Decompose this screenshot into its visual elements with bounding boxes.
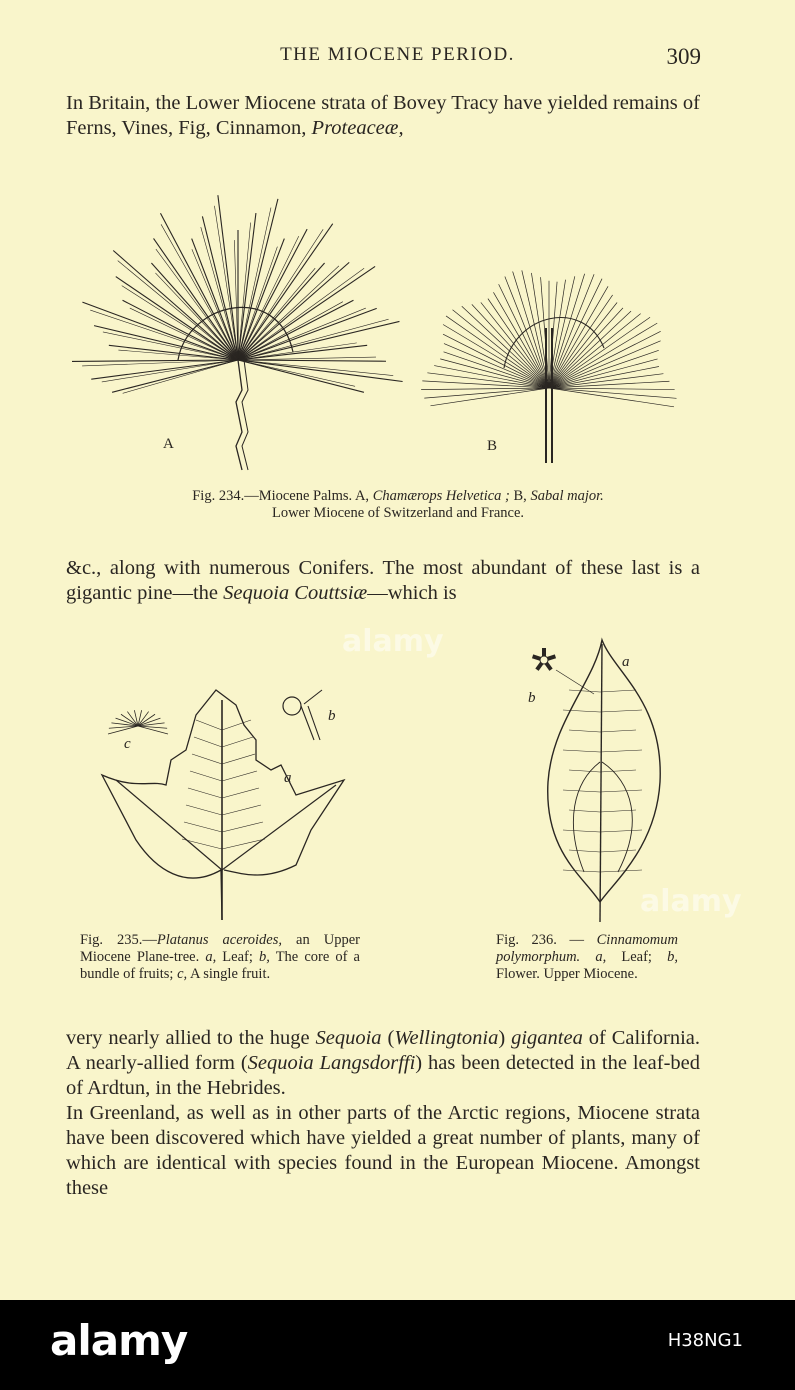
paragraph-3-italic: Sequoia: [315, 1027, 382, 1049]
fig236-label-a: a: [622, 654, 630, 670]
paragraph-3-text: of California. A nearly-allied form (: [66, 1027, 700, 1074]
page-number: 309: [666, 44, 701, 69]
paragraph-3-text: (: [381, 1027, 395, 1049]
running-head: [0, 42, 795, 72]
paragraph-4: In Greenland, as well as in other parts of the Arctic regions, Miocene strata have been discovered which have yielded a great number of plants, many of which are identical with species found in the European Miocene. Amongst these: [66, 1102, 700, 1199]
caption-species: Cinnamomum polymorphum.: [496, 932, 678, 965]
paragraph-1: [66, 91, 700, 141]
plane-tree-illustration: [96, 670, 356, 930]
caption-text: The core of a bundle of fruits;: [80, 949, 360, 982]
paragraph-3-italic: Wellingtonia: [394, 1027, 499, 1049]
fig234-caption: [118, 488, 678, 522]
palm-b-illustration: [424, 198, 694, 488]
caption-species: Platanus aceroides,: [156, 932, 282, 948]
paragraph-3-text: ) has been detected in the leaf-bed of Ardtun, in the Hebrides.: [66, 1052, 700, 1099]
watermark: alamy: [342, 624, 444, 659]
caption-text: A single fruit.: [187, 966, 271, 982]
caption-text: Flower. Upper Miocene.: [496, 966, 638, 982]
chapter-title: THE MIOCENE PERIOD.: [280, 44, 515, 65]
stock-footer: [0, 1300, 795, 1390]
fig236-caption: [496, 932, 678, 983]
caption-key: a,: [205, 949, 217, 965]
caption-species-b: Sabal major.: [530, 488, 604, 504]
paragraph-2: [66, 556, 700, 606]
fig236-label-b: b: [528, 690, 536, 706]
paragraph-1-italic: Proteaceæ,: [311, 117, 404, 139]
fig235-caption: [80, 932, 360, 983]
caption-text: B,: [509, 488, 531, 504]
palm-a-illustration: [78, 182, 398, 472]
paragraph-2-suffix: —which is: [367, 582, 457, 604]
fig235-label-c: c: [124, 736, 131, 752]
caption-text: [580, 949, 595, 965]
caption-key: c,: [177, 966, 188, 982]
image-id: H38NG1: [667, 1330, 743, 1351]
caption-key: b,: [258, 949, 270, 965]
fig235-label-b: b: [328, 708, 336, 724]
paragraph-1-text: In Britain, the Lower Miocene strata of Bovey Tracy have yielded remains of Ferns, Vines, Fig, Cinnamon,: [66, 92, 700, 139]
paragraph-3-text: ): [498, 1027, 512, 1049]
paragraph-3-italic: gigantea: [511, 1027, 583, 1049]
fig235-label-a: a: [284, 770, 292, 786]
caption-text: Lower Miocene of Switzerland and France.: [271, 505, 525, 521]
caption-key: a,: [595, 949, 607, 965]
paragraph-2-text: &c., along with numerous Conifers. The most abundant of these last is a gigantic pine—the: [66, 557, 700, 604]
caption-text: an Upper Miocene Plane-tree.: [80, 932, 361, 965]
caption-text: Leaf;: [606, 949, 668, 965]
watermark: alamy: [640, 884, 742, 919]
caption-species-a: Chamærops Helvetica ;: [372, 488, 510, 504]
caption-text: Fig. 235.—: [80, 932, 157, 948]
caption-text: Leaf;: [216, 949, 259, 965]
caption-text: Fig. 234.—Miocene Palms. A,: [192, 488, 373, 504]
paragraph-2-italic: Sequoia Couttsiæ: [223, 582, 368, 604]
caption-text: Fig. 236. —: [496, 932, 597, 948]
paragraph-3-italic: Sequoia Langsdorffi: [247, 1052, 416, 1074]
caption-key: b,: [667, 949, 678, 965]
paragraph-3: [66, 1026, 700, 1101]
fig234-label-b: B: [487, 438, 498, 454]
brand-logo: alamy: [50, 1316, 188, 1365]
fig234-label-a: A: [163, 436, 174, 452]
paragraph-3-text: very nearly allied to the huge: [66, 1027, 316, 1049]
